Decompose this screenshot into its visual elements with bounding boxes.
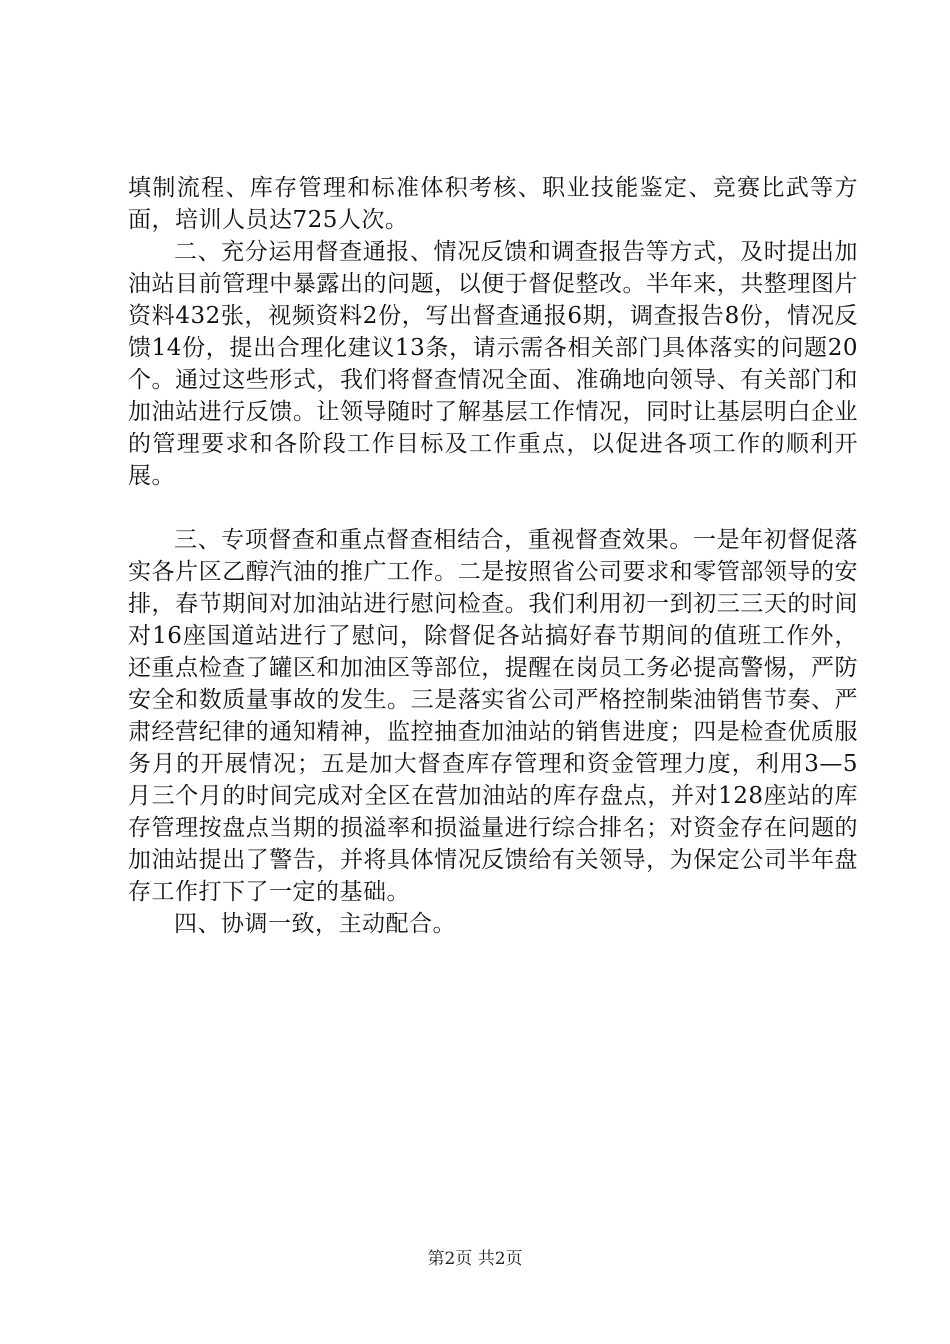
paragraph-training-continuation: 填制流程、库存管理和标准体积考核、职业技能鉴定、竞赛比武等方面，培训人员达725人次。	[128, 175, 858, 233]
paragraph-section-three: 三、专项督查和重点督查相结合，重视督查效果。一是年初督促落实各片区乙醇汽油的推广工作。二是按照省公司要求和零管部领导的安排，春节期间对加油站进行慰问检查。我们利用初一到初三三天的时间对16座国道站进行了慰问，除督促各站搞好春节期间的值班工作外，还重点检查了罐区和加油区等部位，提醒在岗员工务必提高警惕，严防安全和数质量事故的发生。三是落实省公司严格控制柴油销售节奏、严肃经营纪律的通知精神，监控抽查加油站的销售进度；四是检查优质服务月的开展情况；五是加大督查库存管理和资金管理力度，利用3—5月三个月的时间完成对全区在营加油站的库存盘点，并对128座站的库存管理按盘点当期的损溢率和损溢量进行综合排名；对资金存在问题的加油站提出了警告，并将具体情况反馈给有关领导，为保定公司半年盘存工作打下了一定的基础。	[128, 527, 858, 905]
paragraph-section-four: 四、协调一致，主动配合。	[174, 911, 456, 937]
page-number-footer: 第2页 共2页	[427, 1249, 523, 1269]
document-body	[128, 172, 858, 940]
paragraph-section-two: 二、充分运用督查通报、情况反馈和调查报告等方式，及时提出加油站目前管理中暴露出的问题，以便于督促整改。半年来，共整理图片资料432张，视频资料2份，写出督查通报6期，调查报告8份，情况反馈14份，提出合理化建议13条，请示需各相关部门具体落实的问题20个。通过这些形式，我们将督查情况全面、准确地向领导、有关部门和加油站进行反馈。让领导随时了解基层工作情况，同时让基层明白企业的管理要求和各阶段工作目标及工作重点，以促进各项工作的顺利开展。	[128, 239, 858, 489]
